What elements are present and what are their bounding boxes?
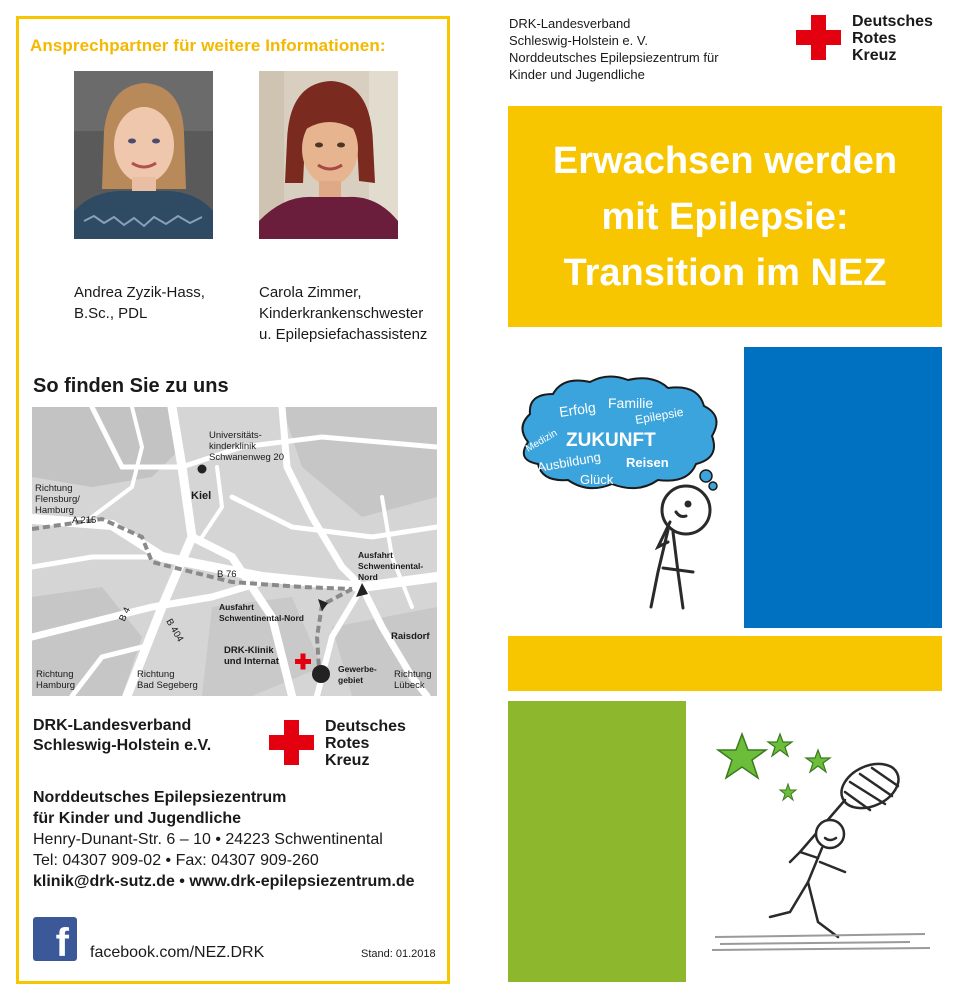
map-label-drk-clinic: DRK-Klinik und Internat xyxy=(224,645,279,667)
organization-name xyxy=(33,716,211,756)
red-cross-icon-bar xyxy=(269,735,314,750)
org-line: Schleswig-Holstein e.V. xyxy=(33,737,212,754)
star-catcher-illustration xyxy=(700,722,940,967)
logo-word: Deutsches xyxy=(852,13,933,30)
contact-title: Kinderkrankenschwester xyxy=(259,305,424,322)
thinking-figure-illustration xyxy=(508,372,733,612)
cover-title-line: mit Epilepsie: xyxy=(601,195,849,238)
map-label-b76: B 76 xyxy=(217,569,237,580)
cover-title-box xyxy=(508,106,942,327)
map-label-gewerbe: Gewerbe- gebiet xyxy=(338,664,377,685)
map-label-a215: A 215 xyxy=(72,515,97,526)
map-label-luebeck: Richtung Lübeck xyxy=(394,669,432,691)
back-panel xyxy=(16,16,450,984)
center-name: Norddeutsches Epilepsiezentrum xyxy=(33,789,287,806)
red-cross-icon-bar xyxy=(796,30,841,45)
logo-word: Rotes xyxy=(325,735,370,752)
org-line: Kinder und Jugendliche xyxy=(509,67,645,82)
map-label-flensburg: Richtung Flensburg/ Hamburg xyxy=(35,483,80,516)
location-map xyxy=(32,407,437,696)
portrait-photo-carola xyxy=(259,71,398,239)
green-color-block xyxy=(508,701,686,982)
contact-name: Carola Zimmer, xyxy=(259,284,362,301)
blue-color-block xyxy=(744,347,942,628)
contact-caption-carola xyxy=(259,282,427,345)
map-label-exit-nord-2: Ausfahrt Schwentinental-Nord xyxy=(219,602,305,623)
cloud-word: Reisen xyxy=(626,455,669,470)
org-line: Norddeutsches Epilepsiezentrum für xyxy=(509,50,719,65)
org-line: DRK-Landesverband xyxy=(509,16,631,31)
logo-text xyxy=(852,13,933,64)
cloud-word: Glück xyxy=(580,472,614,487)
center-name: für Kinder und Jugendliche xyxy=(33,810,242,827)
logo-word: Kreuz xyxy=(852,47,897,64)
org-line: DRK-Landesverband xyxy=(33,717,192,734)
drk-logo-cover xyxy=(796,13,946,65)
contact-title-2: u. Epilepsiefachassistenz xyxy=(259,326,428,343)
drk-logo xyxy=(269,720,419,770)
facebook-link[interactable]: facebook.com/NEZ.DRK xyxy=(90,944,265,961)
cloud-word: Familie xyxy=(608,395,654,411)
map-label-university: Universitäts- kinderklinik Schwanenweg 20 xyxy=(209,430,284,463)
yellow-color-bar xyxy=(508,636,942,691)
logo-word: Kreuz xyxy=(325,752,370,769)
cloud-word: ZUKUNFT xyxy=(566,430,656,451)
contact-name: Andrea Zyzik-Hass, xyxy=(74,284,205,301)
contact-heading: Ansprechpartner für weitere Informationen: xyxy=(30,36,386,55)
street-address: Henry-Dunant-Str. 6 – 10 • 24223 Schwentinental xyxy=(33,831,383,848)
phone-fax: Tel: 04307 909-02 • Fax: 04307 909-260 xyxy=(33,852,319,869)
cover-organization xyxy=(509,15,719,83)
map-label-hamburg: Richtung Hamburg xyxy=(36,669,76,691)
cover-title-line: Transition im NEZ xyxy=(563,251,887,294)
facebook-icon[interactable]: f xyxy=(33,917,77,961)
map-label-exit-nord: Ausfahrt Schwentinental- Nord xyxy=(358,550,424,582)
cloud-word: Medizin xyxy=(524,427,560,455)
cover-title-line: Erwachsen werden xyxy=(552,139,898,182)
map-label-b404: B 404 xyxy=(163,616,186,645)
cloud-word: Epilepsie xyxy=(634,404,685,427)
logo-word: Deutsches xyxy=(325,718,406,735)
cloud-word: Ausbildung xyxy=(535,449,602,475)
map-label-b4: B 4 xyxy=(117,605,134,624)
logo-word: Rotes xyxy=(852,30,897,47)
map-label-kiel: Kiel xyxy=(191,490,212,502)
contact-address xyxy=(33,787,415,892)
logo-text xyxy=(325,718,406,769)
org-line: Schleswig-Holstein e. V. xyxy=(509,33,648,48)
email-web: klinik@drk-sutz.de • www.drk-epilepsiezentrum.de xyxy=(33,873,415,890)
portrait-photo-andrea xyxy=(74,71,213,239)
stand-date: Stand: 01.2018 xyxy=(361,948,436,960)
contact-title: B.Sc., PDL xyxy=(74,305,148,322)
map-label-raisdorf: Raisdorf xyxy=(391,631,430,642)
cloud-word: Erfolg xyxy=(558,399,597,420)
contact-caption-andrea xyxy=(74,282,205,324)
map-label-segeberg: Richtung Bad Segeberg xyxy=(137,669,198,691)
directions-heading: So finden Sie zu uns xyxy=(33,375,229,397)
